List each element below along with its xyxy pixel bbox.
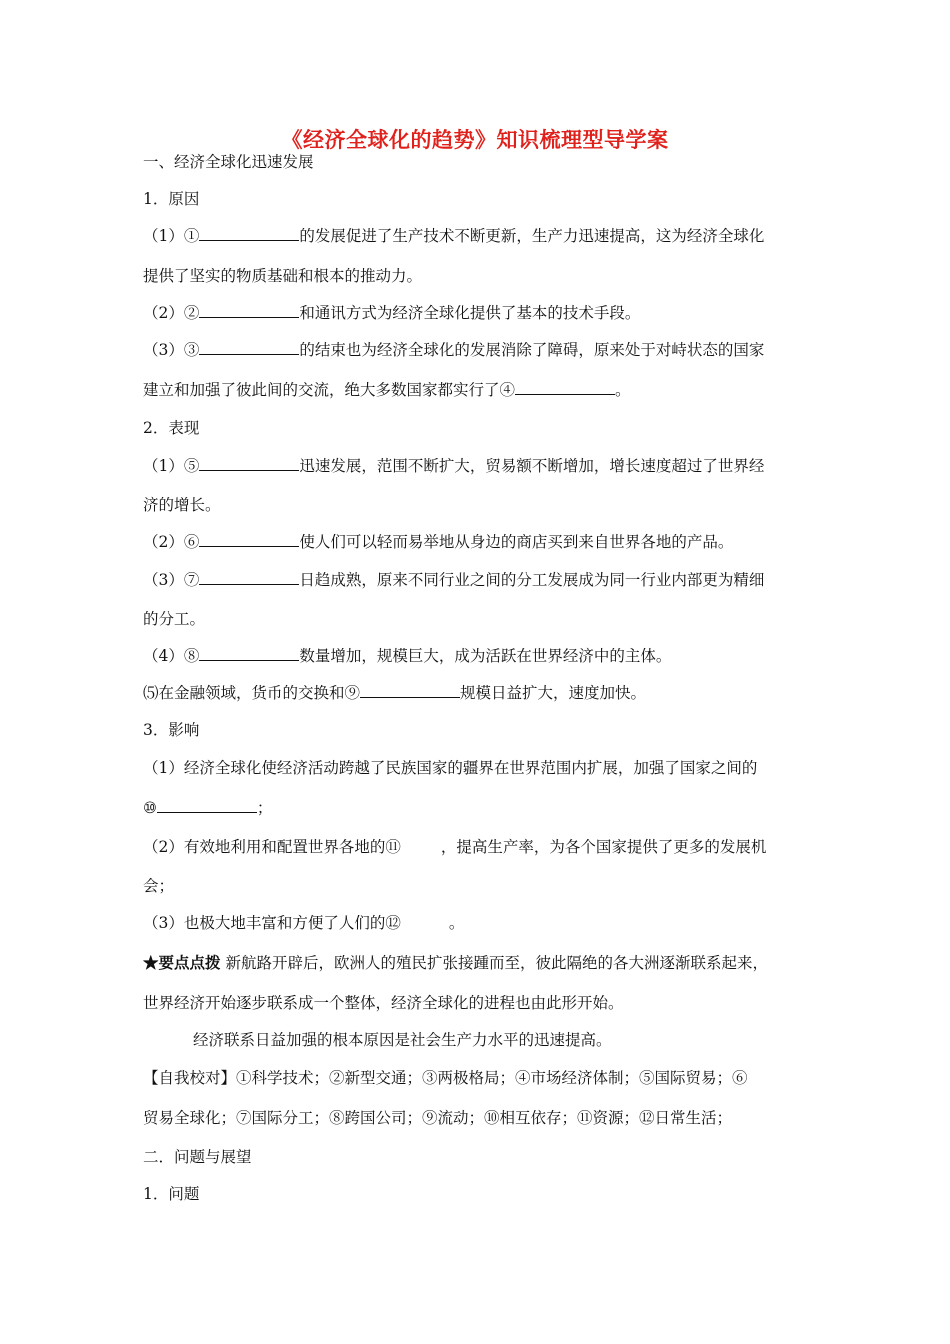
impact-item-2: （2）有效地利用和配置世界各地的⑪ ，提高生产率，为各个国家提供了更多的发展机 (143, 838, 767, 856)
performance-item-1: （1）⑤ 迅速发展，范围不断扩大，贸易额不断增加，增长速度超过了世界经 (143, 457, 765, 475)
cause-item-3: （3）③ 的结束也为经济全球化的发展消除了障碍，原来处于对峙状态的国家 (143, 341, 765, 359)
key-points-tip: ★要点点拨 新航路开辟后，欧洲人的殖民扩张接踵而至，彼此隔绝的各大洲逐渐联系起来， (143, 953, 768, 972)
self-check-answers: 【自我校对】①科学技术；②新型交通；③两极格局；④市场经济体制；⑤国际贸易；⑥ (143, 1069, 748, 1087)
subsection-performance-heading: 2．表现 (143, 419, 200, 437)
cause-item-1-continued: 提供了坚实的物质基础和根本的推动力。 (143, 267, 423, 285)
performance-item-4: （4）⑧ 数量增加，规模巨大，成为活跃在世界经济中的主体。 (143, 647, 672, 665)
performance-item-3: （3）⑦ 日趋成熟，原来不同行业之间的分工发展成为同一行业内部更为精细 (143, 571, 765, 589)
fill-blank-4[interactable] (515, 380, 615, 395)
fill-blank-3[interactable] (199, 340, 299, 355)
fill-blank-7[interactable] (199, 570, 299, 585)
fill-blank-5[interactable] (199, 456, 299, 471)
performance-item-5: ⑸在金融领域，货币的交换和⑨ 规模日益扩大，速度加快。 (143, 684, 647, 702)
tip-label: ★要点点拨 (143, 953, 221, 972)
cause-item-1: （1）① 的发展促进了生产技术不断更新，生产力迅速提高，这为经济全球化 (143, 227, 765, 245)
self-check-answers-continued: 贸易全球化；⑦国际分工；⑧跨国公司；⑨流动；⑩相互依存；⑪资源；⑫日常生活； (143, 1109, 733, 1127)
section-1-heading: 一、经济全球化迅速发展 (143, 153, 314, 171)
cause-item-3-continued: 建立和加强了彼此间的交流，绝大多数国家都实行了④ 。 (143, 381, 631, 399)
performance-item-3-continued: 的分工。 (143, 610, 206, 628)
impact-item-1: （1）经济全球化使经济活动跨越了民族国家的疆界在世界范围内扩展，加强了国家之间的 (143, 759, 758, 777)
subsection-problems-heading: 1．问题 (143, 1185, 200, 1203)
fill-blank-8[interactable] (199, 646, 299, 661)
impact-item-2-continued: 会； (143, 877, 175, 895)
fill-blank-6[interactable] (199, 532, 299, 547)
page-title: 《经济全球化的趋势》知识梳理型导学案 (281, 127, 669, 152)
impact-item-1-continued: ⑩ ； (143, 799, 273, 817)
impact-item-3: （3）也极大地丰富和方便了人们的⑫ 。 (143, 914, 465, 932)
fill-blank-9[interactable] (360, 683, 460, 698)
subsection-cause-heading: 1．原因 (143, 190, 200, 208)
subsection-impact-heading: 3．影响 (143, 721, 200, 739)
performance-item-2: （2）⑥ 使人们可以轻而易举地从身边的商店买到来自世界各地的产品。 (143, 533, 734, 551)
section-2-heading: 二．问题与展望 (143, 1148, 252, 1166)
key-points-tip-paragraph-2: 经济联系日益加强的根本原因是社会生产力水平的迅速提高。 (193, 1031, 612, 1049)
cause-item-2: （2）② 和通讯方式为经济全球化提供了基本的技术手段。 (143, 304, 641, 322)
fill-blank-10[interactable] (157, 798, 257, 813)
fill-blank-1[interactable] (199, 226, 299, 241)
fill-blank-2[interactable] (199, 303, 299, 318)
key-points-tip-continued: 世界经济开始逐步联系成一个整体，经济全球化的进程也由此形开始。 (143, 994, 624, 1012)
performance-item-1-continued: 济的增长。 (143, 496, 221, 514)
